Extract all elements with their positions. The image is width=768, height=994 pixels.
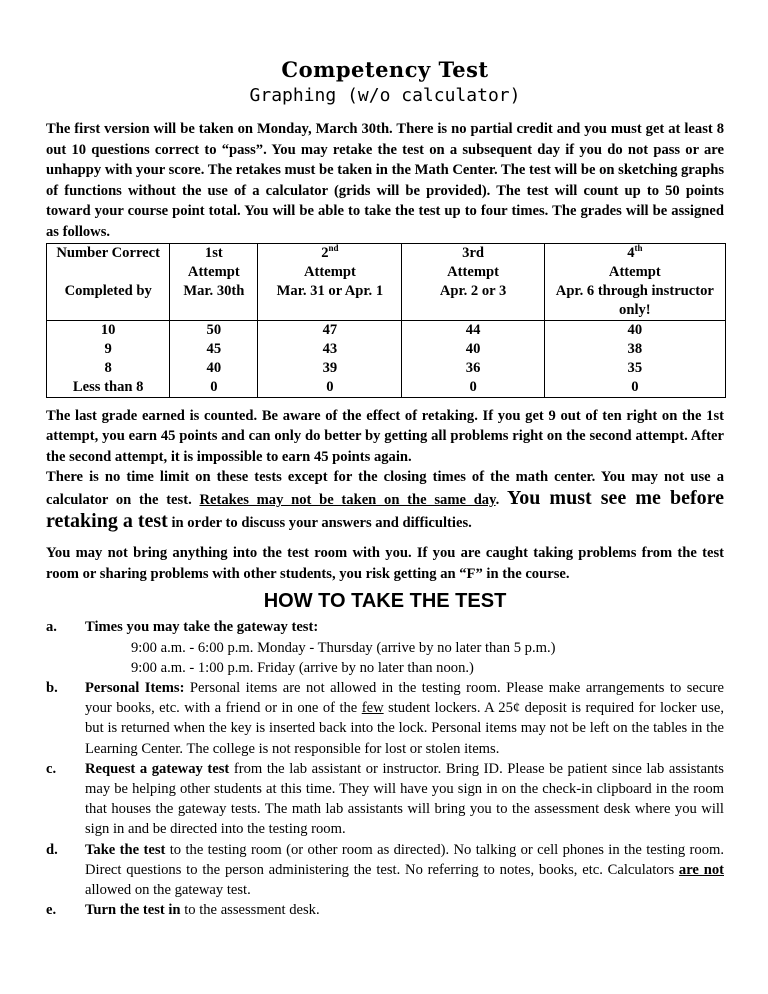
list-item: d. Take the test to the testing room (or other room as directed). No talking or cell phones in the testing room. Direct questions to the person administering the test. No referring to notes, books, etc. Calculators are not allowed on the gateway test. [46,841,724,898]
row-label-completed-by: Completed by [47,282,170,321]
list-item: b. Personal Items: Personal items are not allowed in the testing room. Please make arrangements to secure your books, etc. with a friend or in one of the few student lockers. A 25¢ deposit is required for locker use, but is returned when the key is inserted back into the lock. Personal items may not be left on the tables in the Learning Center. The college is not responsible for lost or stolen items. [46,679,725,757]
document-title: Competency Test [281,57,489,82]
attempt-1-date: Mar. 30th [170,282,258,321]
table-row: 10 50 47 44 40 [47,320,726,340]
attempt-3-date: Apr. 2 or 3 [402,282,544,321]
document-subtitle: Graphing (w/o calculator) [249,85,521,106]
intro-paragraph: The first version will be taken on Monday, March 30th. There is no partial credit and you must get at least 8 out 10 questions correct to “pass”. You may retake the test on a subsequent day if you do not pass or are unhappy with your score. The retakes must be taken in the Math Center. The test will be on sketching graphs of functions without the use of a calculator (grids will be provided). The test will count up to 50 points toward your course point total. You will be able to take the test up to four times. The grades will be assigned as follows. [46,121,724,240]
table-row: 9 45 43 40 38 [47,340,726,359]
table-row: 8 40 39 36 35 [47,359,726,378]
attempt-2-header: 2nd Attempt [258,243,402,282]
attempt-2-date: Mar. 31 or Apr. 1 [258,282,402,321]
grading-paragraph: The last grade earned is counted. Be aware of the effect of retaking. If you get 9 out of ten right on the 1st attempt, you earn 45 points and can only do better by getting all problems right on the second attempt. After the second attempt, it is impossible to earn 45 points again. There is no time limit on these tests except for the closing times of the math center. You may not use a calculator on the test. Retakes may not be taken on the same day. You must see me before retaking a test in order to discuss your answers and difficulties. [46,407,725,532]
table-dates-row [47,282,726,321]
row-label-number-correct: Number Correct [47,243,170,282]
table-row: Less than 8 0 0 0 0 [47,378,726,398]
section-heading: HOW TO TAKE THE TEST [263,590,507,613]
attempt-4-date: Apr. 6 through instructor only! [544,282,725,321]
table-header-row [47,243,726,282]
list-item: e. Turn the test in to the assessment desk. [46,902,320,919]
see-me-note: You must see me before retaking a test [46,486,725,532]
retakes-note: Retakes may not be taken on the same day [199,491,496,508]
steps-list [46,617,724,920]
list-item: c. Request a gateway test from the lab assistant or instructor. Bring ID. Please be patient since lab assistants may be helping other students at this time. They will have you sign in on the check-in clipboard in the room that houses the gateway tests. The math lab assistants will bring you to the assessment desk where you will sign in and be directed into the testing room. [46,760,724,838]
attempt-4-header: 4th Attempt [544,243,725,282]
conduct-paragraph: You may not bring anything into the test room with you. If you are caught taking problems from the test room or sharing problems with other students, you risk getting an “F” in the course. [46,545,724,582]
document-page [46,58,724,920]
list-item: a. Times you may take the gateway test: 9:00 a.m. - 6:00 p.m. Monday - Thursday (arrive by no later than 5 p.m.) 9:00 a.m. - 1:00 p.m. Friday (arrive by no later than noon.) [46,619,556,676]
grades-table [46,243,726,398]
attempt-1-header: 1st Attempt [170,243,258,282]
attempt-3-header: 3rd Attempt [402,243,544,282]
